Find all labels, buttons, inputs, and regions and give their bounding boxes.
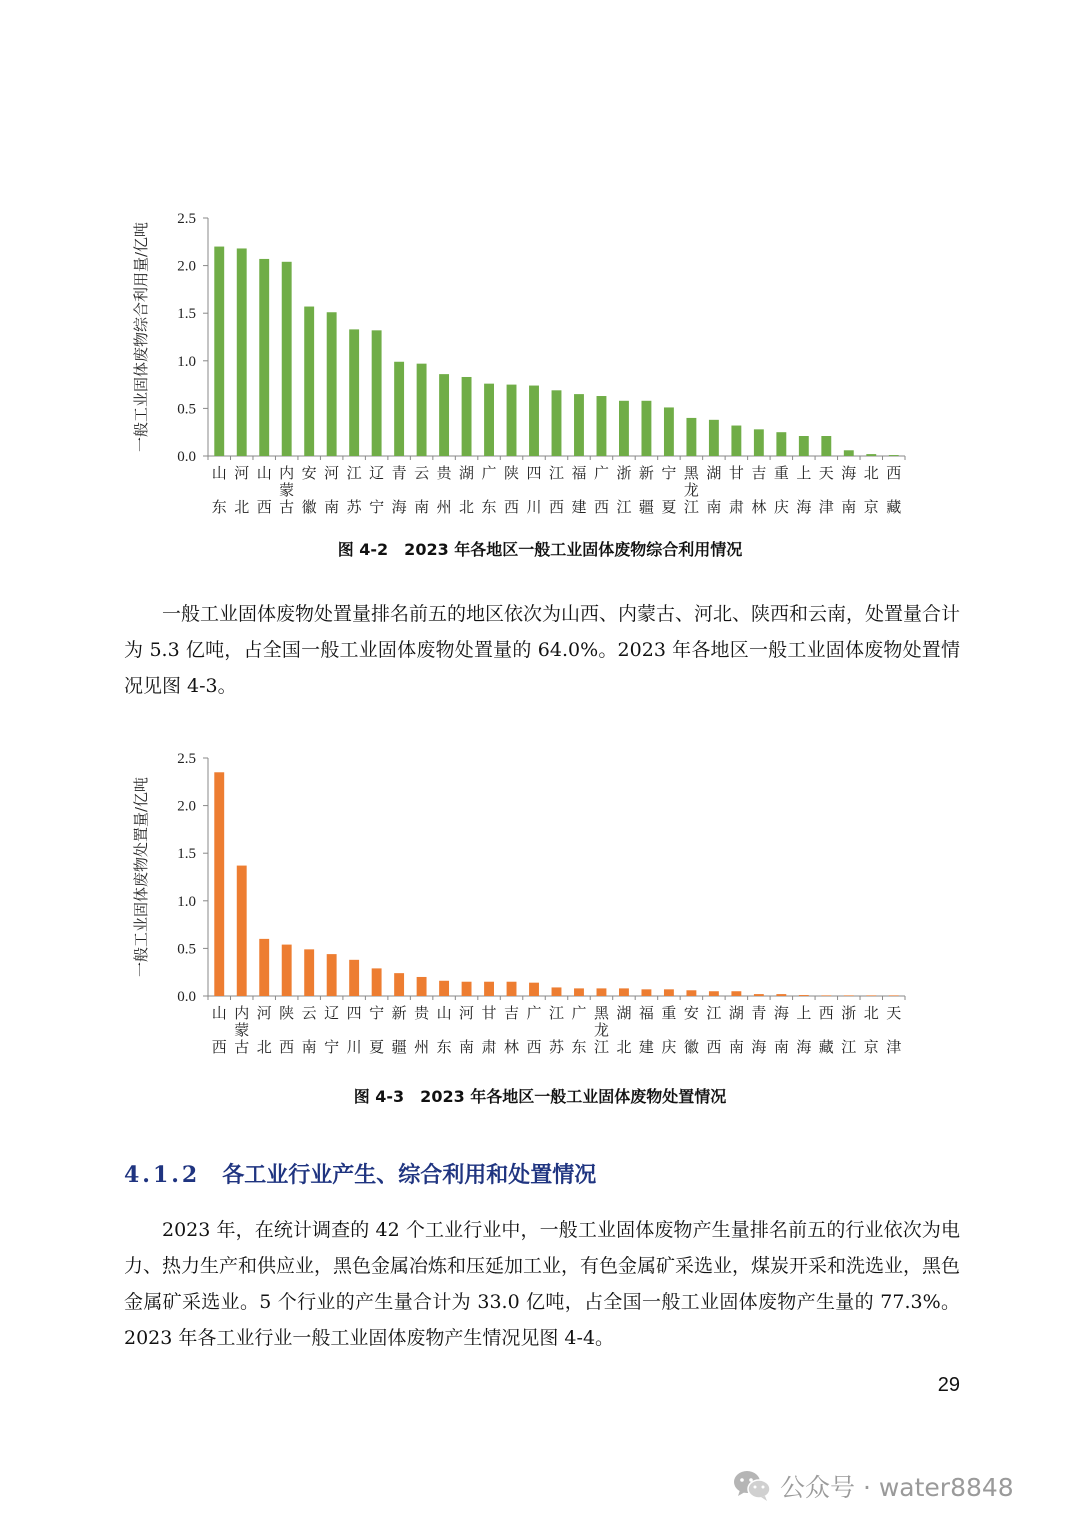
x-category-label [324,1004,339,1056]
x-category-char: 河 [324,464,340,482]
x-category-label [279,1004,294,1056]
y-tick-label: 1.5 [177,846,196,863]
bar [664,407,674,456]
x-category-label [706,464,721,516]
bar [484,982,494,996]
x-category-char: 重 [773,464,789,482]
bar [641,989,651,996]
y-tick-label: 2.5 [177,211,196,227]
x-category-char: 庆 [661,1038,677,1056]
x-category-char: 辽 [324,1004,340,1022]
x-category-label [482,464,497,516]
x-category-char: 州 [436,498,452,516]
x-category-char: 南 [324,498,340,516]
bar [304,949,314,996]
bar [282,262,292,456]
x-category-char: 北 [234,498,250,516]
x-category-char: 福 [638,1004,654,1022]
section-title: 各工业行业产生、综合利用和处置情况 [222,1162,597,1188]
bar [754,994,764,996]
bar [731,426,741,456]
x-category-char: 西 [526,1038,542,1056]
x-category-char: 湖 [728,1004,744,1022]
bar [619,988,629,996]
x-category-label [841,464,856,516]
x-category-char: 浙 [841,1004,857,1022]
x-category-char: 云 [301,1004,317,1022]
x-category-char: 四 [346,1004,362,1022]
x-category-label [729,464,744,516]
x-category-char: 江 [593,1038,609,1056]
chart-fig-4-3-svg [120,740,920,1070]
x-category-label [796,1004,811,1056]
x-category-char: 江 [548,1004,565,1022]
x-category-char: 北 [459,498,475,516]
x-category-char: 辽 [369,464,385,482]
x-category-char: 陕 [279,1004,295,1022]
x-category-char: 宁 [369,498,385,516]
x-category-char: 龙 [593,1021,609,1039]
x-category-char: 甘 [728,464,744,482]
bar [574,988,584,996]
x-category-label [616,464,631,516]
bar [394,362,404,456]
x-category-char: 海 [796,1038,812,1056]
bar [439,981,449,996]
bar [372,968,382,996]
x-category-char: 南 [414,498,430,516]
x-category-char: 州 [414,1038,430,1056]
x-category-char: 京 [863,498,879,516]
x-category-char: 山 [211,464,227,482]
x-category-char: 重 [661,1004,677,1022]
x-category-char: 津 [886,1038,902,1056]
x-category-char: 苏 [548,1038,565,1056]
x-category-char: 徽 [683,1038,699,1056]
x-category-label [594,1004,610,1056]
x-category-label [819,1004,834,1056]
x-category-char: 西 [504,498,520,516]
x-category-char: 疆 [638,498,654,516]
bar [731,991,741,996]
bar [889,455,899,456]
x-category-char: 四 [526,464,542,482]
x-category-char: 江 [548,464,565,482]
x-category-label [549,1004,565,1056]
bar [462,982,472,996]
x-category-char: 广 [481,464,497,482]
chart-fig-4-3 [120,740,920,1070]
y-tick-label: 1.0 [177,353,196,370]
x-category-char: 西 [211,1038,227,1056]
x-category-char: 西 [593,498,609,516]
x-category-label [302,1004,317,1056]
x-category-char: 肃 [728,498,744,516]
bar [709,420,719,456]
x-category-label [684,464,700,516]
x-category-char: 宁 [661,464,677,482]
x-category-char: 江 [346,464,362,482]
bar [821,436,831,456]
x-category-label [459,1004,474,1056]
x-category-char: 疆 [391,1038,407,1056]
x-category-char: 贵 [436,464,452,482]
bar [304,307,314,456]
x-category-label [414,464,429,516]
paragraph-industry-summary: 2023 年，在统计调查的 42 个工业行业中，一般工业固体废物产生量排名前五的行业依次为电力、热力生产和供应业，黑色金属冶炼和压延加工业，有色金属矿采选业，煤炭开采和洗选业，黑色金属矿采选业。5 个行业的产生量合计为 33.0 亿吨，占全国一般工业固体废物产生量的 77.3%。2023 年各工业行业一般工业固体废物产生情况见图 4-4。 [124,1219,961,1349]
x-category-char: 浙 [616,464,632,482]
x-category-label [234,1004,249,1056]
x-category-char: 山 [436,1004,452,1022]
x-category-char: 北 [256,1038,272,1056]
x-category-char: 海 [796,498,812,516]
x-category-label [841,1004,856,1056]
y-tick-label: 2.0 [177,258,196,275]
bar [394,973,404,996]
x-category-char: 南 [773,1038,789,1056]
x-category-label [796,464,811,516]
chart-fig-4-2-svg [120,200,920,530]
x-category-char: 东 [211,498,227,516]
x-category-char: 上 [796,1004,812,1022]
x-category-char: 苏 [346,498,362,516]
x-category-char: 云 [414,464,430,482]
bar [776,994,786,996]
bar [349,960,359,996]
x-category-char: 海 [391,498,407,516]
x-category-char: 西 [818,1004,834,1022]
y-tick-label: 1.0 [177,893,196,910]
x-category-char: 北 [863,1004,879,1022]
y-tick-label: 0.0 [177,449,196,465]
x-category-char: 西 [279,1038,295,1056]
x-category-char: 蒙 [279,481,295,499]
x-category-char: 宁 [324,1038,340,1056]
caption-fig-4-3: 图 4-3 2023 年各地区一般工业固体废物处置情况 [353,1087,727,1106]
bar [417,364,427,456]
x-category-char: 新 [638,464,654,482]
y-axis-label: 一般工业固体废物处置量/亿吨 [132,776,150,978]
bar [529,386,539,456]
x-category-char: 庆 [773,498,789,516]
paragraph-disposal-summary: 一般工业固体废物处置量排名前五的地区依次为山西、内蒙古、河北、陕西和云南，处置量合计为 5.3 亿吨，占全国一般工业固体废物处置量的 64.0%。2023 年各地区一般工业固体废物处置情况见图 4-3。 [124,603,961,697]
bar [686,418,696,456]
bar [776,432,786,456]
x-category-char: 黑 [593,1004,609,1022]
x-category-char: 内 [234,1004,250,1022]
bar [259,259,269,456]
bar [484,384,494,456]
x-category-char: 林 [504,1038,520,1056]
x-category-label [706,1004,721,1056]
x-category-label [571,1004,586,1056]
x-category-char: 肃 [481,1038,497,1056]
x-category-char: 上 [796,464,812,482]
bar [641,401,651,456]
bar [552,390,562,456]
x-category-char: 湖 [459,464,475,482]
x-category-char: 京 [863,1038,879,1056]
x-category-char: 徽 [301,498,317,516]
bar [214,772,224,996]
x-category-char: 吉 [504,1004,520,1022]
x-category-label [527,1004,542,1056]
x-category-label [751,464,766,516]
x-category-char: 津 [818,498,834,516]
watermark [732,1466,1014,1506]
x-category-label [661,1004,676,1056]
x-category-char: 山 [211,1004,227,1022]
x-category-label [504,464,519,516]
x-category-char: 福 [571,464,587,482]
x-category-label [864,1004,879,1056]
x-category-char: 南 [459,1038,475,1056]
x-category-char: 南 [301,1038,317,1056]
x-category-char: 天 [818,464,834,482]
x-category-label [594,464,609,516]
x-category-char: 东 [571,1038,587,1056]
x-category-char: 龙 [683,481,699,499]
x-category-label [437,464,453,516]
x-category-label [684,1004,699,1056]
bar [349,329,359,456]
x-category-label [437,1004,452,1056]
x-category-label [212,464,227,516]
x-category-char: 湖 [706,464,722,482]
x-category-char: 夏 [369,1038,385,1056]
x-category-label [729,1004,744,1056]
x-category-label [392,1004,407,1056]
x-category-char: 山 [256,464,272,482]
x-category-label [414,1004,430,1056]
bar [552,987,562,996]
bar [866,995,876,996]
x-category-char: 陕 [504,464,520,482]
x-category-char: 西 [886,464,902,482]
x-category-char: 河 [256,1004,272,1022]
x-category-char: 南 [706,498,722,516]
bar [372,330,382,456]
x-category-label [571,464,586,516]
x-category-label [459,464,474,516]
x-category-char: 藏 [886,498,902,516]
bar [619,401,629,456]
bar [597,396,607,456]
x-category-label [864,464,879,516]
y-tick-label: 0.5 [177,401,196,418]
bar [417,977,427,996]
x-category-char: 青 [751,1004,767,1022]
x-category-char: 西 [256,498,272,516]
x-category-label [324,464,339,516]
x-category-label [774,464,789,516]
y-tick-label: 0.0 [177,989,196,1005]
x-category-char: 天 [886,1004,902,1022]
x-category-char: 林 [751,498,767,516]
bar [507,385,517,456]
bar [709,991,719,996]
x-category-label [257,464,272,516]
bar [439,374,449,456]
x-category-char: 黑 [683,464,699,482]
x-category-char: 广 [571,1004,587,1022]
x-category-label [639,1004,654,1056]
x-category-label [774,1004,789,1056]
x-category-char: 蒙 [234,1021,250,1039]
x-category-char: 海 [773,1004,789,1022]
bar [507,982,517,996]
x-category-label [482,1004,497,1056]
x-category-label [639,464,654,516]
x-category-char: 海 [841,464,857,482]
x-category-char: 西 [548,498,565,516]
x-category-label [279,464,294,516]
x-category-char: 江 [841,1038,857,1056]
bar [664,989,674,996]
x-category-char: 川 [346,1038,362,1056]
x-category-char: 湖 [616,1004,632,1022]
x-category-char: 建 [638,1038,654,1056]
x-category-char: 南 [841,498,857,516]
bar [574,394,584,456]
x-category-char: 新 [391,1004,407,1022]
page-number: 29 [937,1374,960,1396]
x-category-label [819,464,834,516]
x-category-char: 宁 [369,1004,385,1022]
x-category-label [527,464,542,516]
x-category-char: 青 [391,464,407,482]
x-category-label [549,464,564,516]
x-category-label [616,1004,631,1056]
bar [214,247,224,456]
x-category-char: 江 [616,498,632,516]
bar [237,248,247,456]
x-category-label [886,464,901,516]
x-category-char: 西 [706,1038,722,1056]
x-category-char: 古 [234,1038,250,1056]
bar [844,450,854,456]
x-category-char: 广 [526,1004,542,1022]
watermark-text: 公众号 · water8848 [780,1473,1014,1502]
x-category-label [392,464,407,516]
x-category-label [369,464,384,516]
section-heading [124,1158,596,1189]
wechat-icon [732,1469,772,1503]
bar [889,995,899,996]
x-category-char: 北 [616,1038,632,1056]
x-category-char: 吉 [751,464,767,482]
x-category-char: 安 [301,464,317,482]
bar [462,377,472,456]
x-category-char: 河 [459,1004,475,1022]
x-category-label [504,1004,519,1056]
section-number: 4.1.2 [124,1162,201,1188]
x-category-char: 川 [526,498,542,516]
bar [327,312,337,456]
bar [327,954,337,996]
bar [237,866,247,996]
x-category-char: 河 [234,464,250,482]
bar [686,990,696,996]
y-tick-label: 1.5 [177,306,196,323]
x-category-label [257,1004,272,1056]
x-category-char: 藏 [818,1038,834,1056]
y-axis-label: 一般工业固体废物综合利用量/亿吨 [132,221,150,453]
x-category-char: 贵 [414,1004,430,1022]
x-category-char: 东 [481,498,497,516]
bar [844,995,854,996]
bar [259,939,269,996]
x-category-char: 建 [571,498,587,516]
x-category-label [347,1004,362,1056]
bar [282,945,292,996]
x-category-char: 东 [436,1038,452,1056]
x-category-label [661,464,676,516]
x-category-char: 古 [279,498,295,516]
x-category-char: 北 [863,464,879,482]
bar [799,436,809,456]
x-category-label [234,464,249,516]
x-category-label [347,464,363,516]
bar [821,995,831,996]
x-category-char: 内 [279,464,295,482]
y-tick-label: 2.5 [177,751,196,767]
bar [799,995,809,996]
chart-fig-4-2 [120,200,920,530]
bar [529,983,539,996]
x-category-label [302,464,317,516]
x-category-char: 南 [728,1038,744,1056]
x-category-char: 安 [683,1004,699,1022]
bar [866,454,876,456]
x-category-char: 广 [593,464,609,482]
x-category-char: 夏 [661,498,677,516]
x-category-label [369,1004,384,1056]
x-category-label [212,1004,227,1056]
x-category-char: 甘 [481,1004,497,1022]
y-tick-label: 2.0 [177,798,196,815]
x-category-label [886,1004,901,1056]
bar [754,429,764,456]
caption-fig-4-2: 图 4-2 2023 年各地区一般工业固体废物综合利用情况 [337,540,743,559]
x-category-label [751,1004,766,1056]
x-category-char: 海 [751,1038,767,1056]
x-category-char: 江 [706,1004,722,1022]
y-tick-label: 0.5 [177,941,196,958]
x-category-char: 江 [683,498,699,516]
bar [597,988,607,996]
